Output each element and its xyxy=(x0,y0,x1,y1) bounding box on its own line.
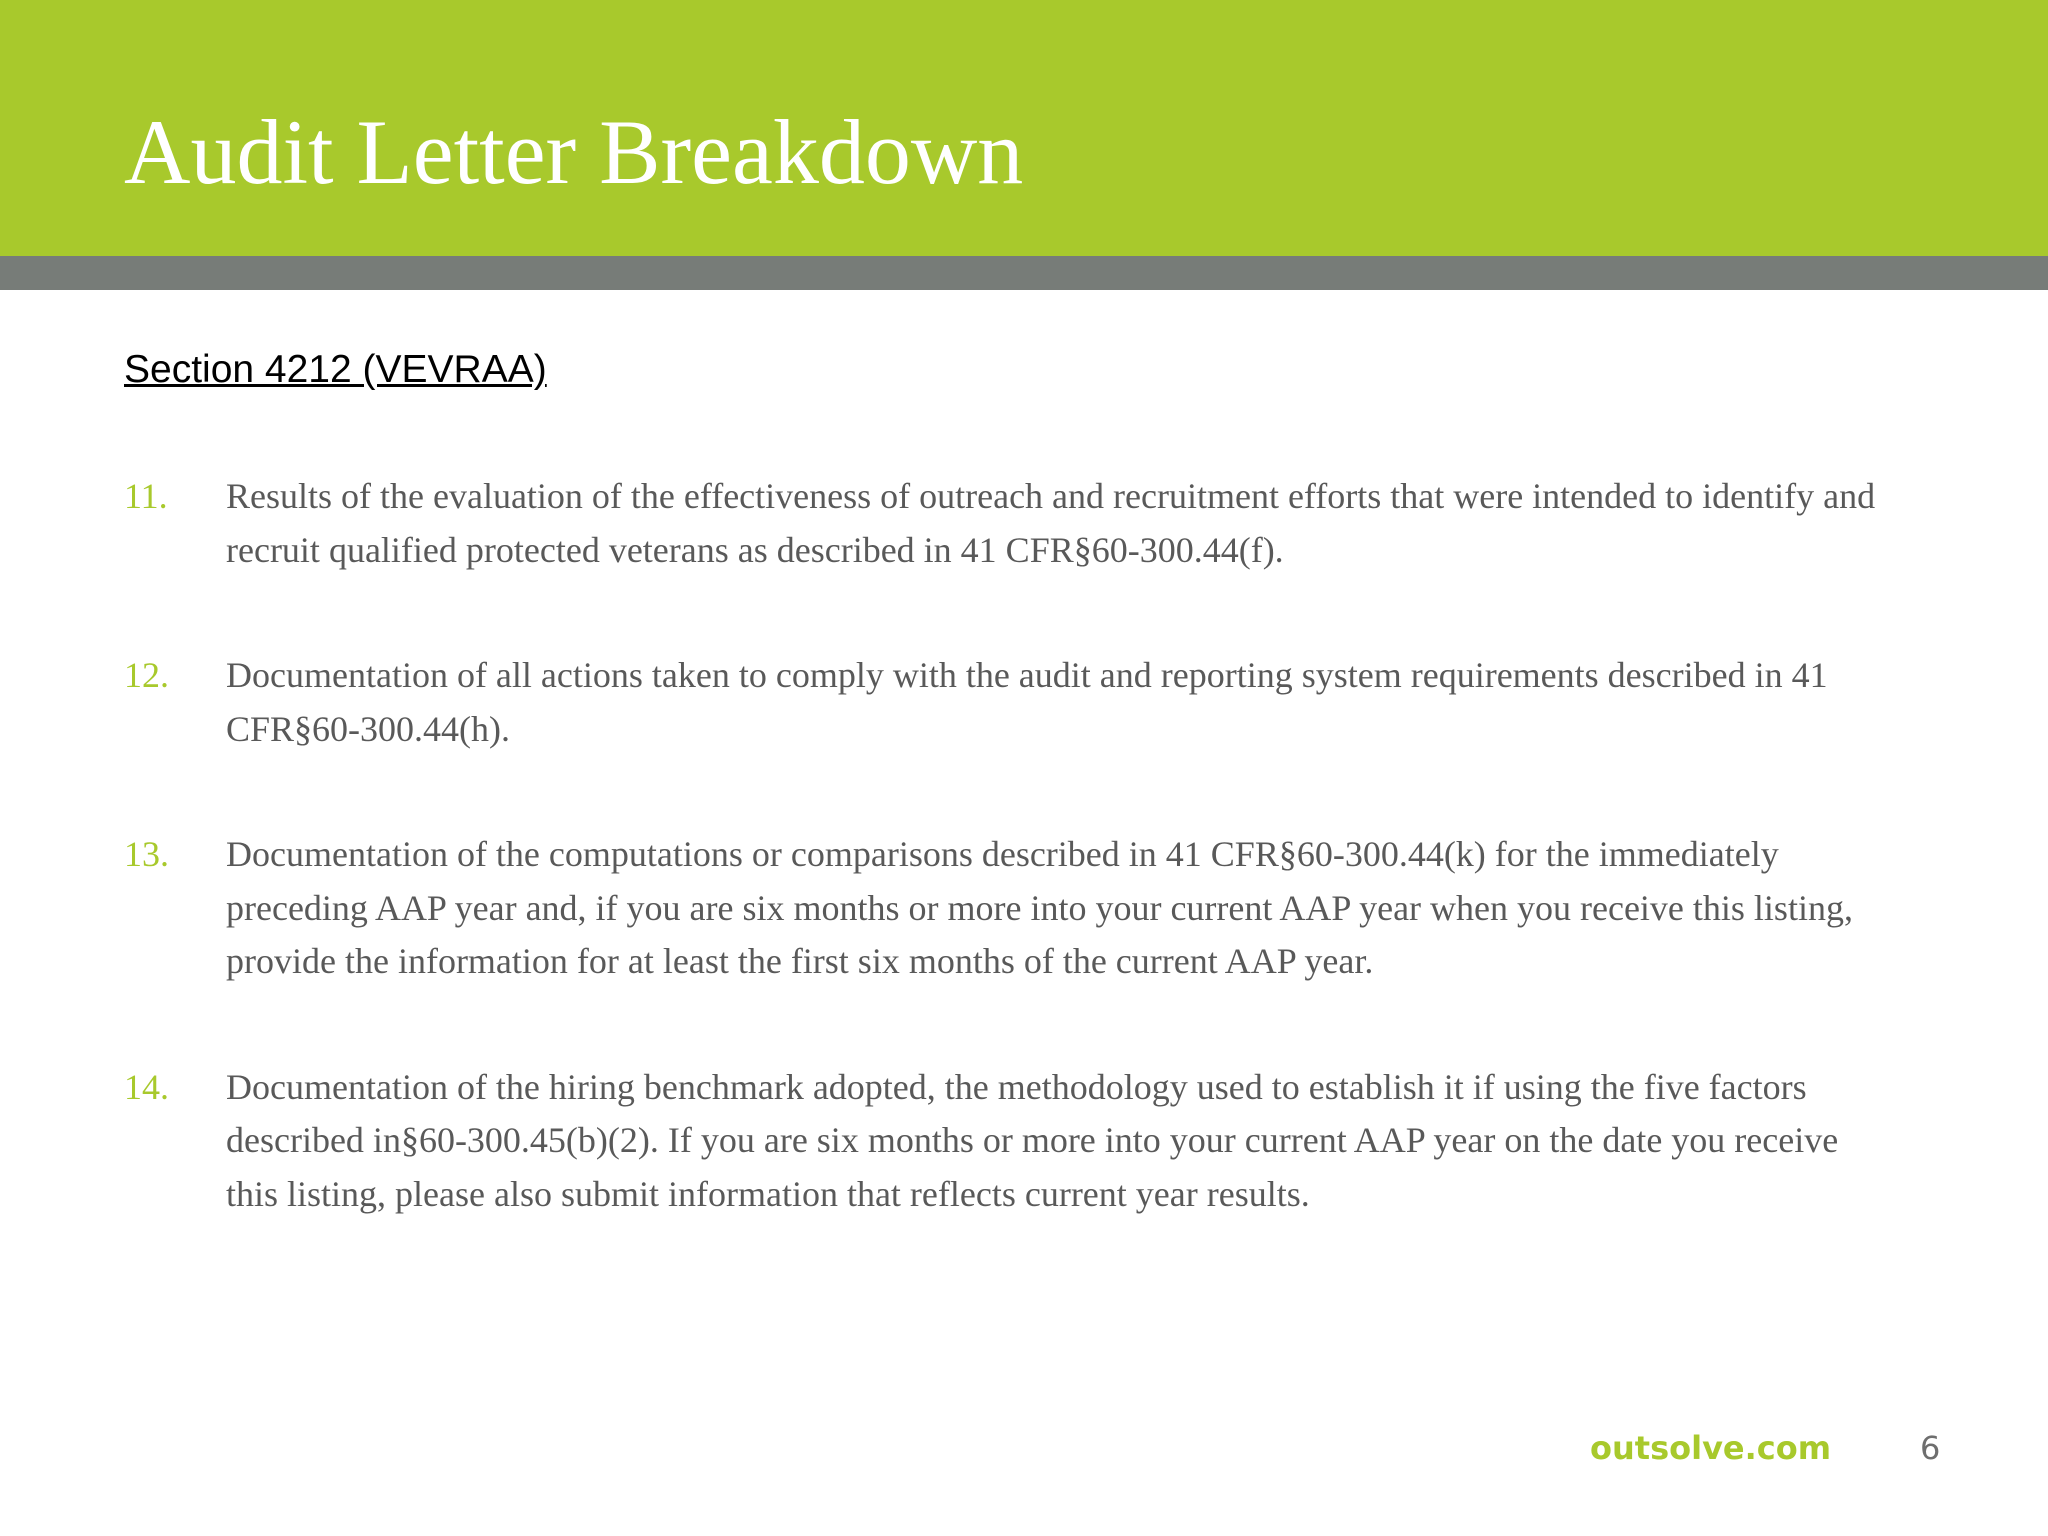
list-item-text: Documentation of all actions taken to comply with the audit and reporting system requirements described in 41 CFR§60-300.44(h). xyxy=(226,655,1828,749)
list-item-text: Results of the evaluation of the effectiveness of outreach and recruitment efforts that were intended to identify and recruit qualified protected veterans as described in 41 CFR§60-300.44(f). xyxy=(226,476,1876,570)
section-heading: Section 4212 (VEVRAA) xyxy=(124,348,547,391)
numbered-list xyxy=(124,470,1884,1293)
footer-brand: outsolve.com xyxy=(1590,1429,1832,1467)
list-item xyxy=(124,470,1884,577)
list-item xyxy=(124,828,1884,989)
list-item xyxy=(124,649,1884,756)
slide-title: Audit Letter Breakdown xyxy=(124,101,1024,203)
list-item-number: 12. xyxy=(124,655,169,695)
list-item xyxy=(124,1061,1884,1222)
list-item-number: 14. xyxy=(124,1066,169,1107)
header-divider xyxy=(0,256,2048,290)
list-item-number: 11. xyxy=(124,476,168,516)
page-number: 6 xyxy=(1920,1429,1941,1467)
list-item-text: Documentation of the hiring benchmark adopted, the methodology used to establish it if using the five factors described in§60-300.45(b)(2). If you are six months or more into your current AAP year on the date you receive this listing, please also submit information that reflects current year results. xyxy=(226,1066,1839,1214)
list-item-text: Documentation of the computations or comparisons described in 41 CFR§60-300.44(k) for the immediately preceding AAP year and, if you are six months or more into your current AAP year when you receive this listing, provide the information for at least the first six months of the current AAP year. xyxy=(226,834,1853,981)
list-item-number: 13. xyxy=(124,834,169,874)
